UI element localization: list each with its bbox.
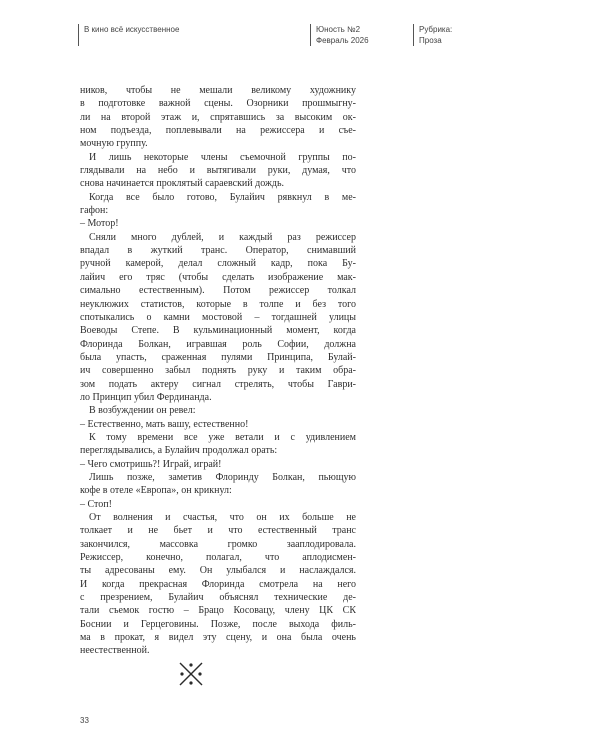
body-line: зом подать актеру сигнал стрелять, чтобы Гаври- [80,378,356,390]
rubric-label: Рубрика: [419,25,453,34]
ornament-svg [176,659,206,689]
body-line: с презрением, Булайич объяснял технические де- [80,592,356,604]
ornament-cross-dots-icon [176,659,206,689]
journal-date: Февраль 2026 [316,36,369,45]
body-line: ном подъезда, поплевывали на режиссера и съе- [80,125,356,137]
body-line: симально естественным). Потом режиссер толкал [80,285,356,297]
body-line: толкает и не бьет и что естественный транс [80,525,356,537]
body-line: снова начинается проклятый сараевский дождь. [80,178,285,190]
section-title: В кино всё искусственное [84,25,180,34]
body-line: – Естественно, мать вашу, естественно! [80,418,249,430]
body-line: – Стоп! [80,498,112,510]
body-line: Сняли много дублей, и каждый раз режиссер [89,231,356,243]
body-line: ло Принцип убил Фердинанда. [80,391,212,403]
header-rubric [413,24,452,46]
body-line: переглядывались, а Булайич продолжал орать: [80,445,278,457]
body-line: Когда все было готово, Булайич рявкнул в ме- [89,191,356,203]
body-line: Боснии и Герцеговины. Позже, после выхода филь- [80,618,356,630]
body-line: неестественной. [80,645,150,657]
body-line: неуклюжих статистов, которые в толпе и без того [80,298,356,310]
body-line: лайич его тряс (чтобы сделать изображение мак- [80,271,356,283]
body-line: И когда прекрасная Флоринда смотрела на него [80,578,356,590]
body-line: впадал в жуткий транс. Оператор, снимавший [80,245,356,257]
body-line: мочную группу. [80,138,148,150]
body-line: ников, чтобы не мешали великому художнику [80,85,356,96]
body-line: закончился, массовка громко зааплодировала. [80,538,356,550]
body-line: И лишь некоторые члены съемочной группы по- [89,151,356,163]
body-line: глядывали на небо и вытягивали руки, думая, что [80,165,356,177]
body-line: в подготовке важной сцены. Озорники прошмыгну- [80,98,356,110]
body-line: тали съемок гостю – Брацо Косовацу, члену ЦК СК [80,605,356,617]
body-line: К тому времени все уже ветали и с удивлением [89,431,356,443]
body-line: ли на второй этаж и, спрятавшись за высоким ок- [80,111,356,123]
body-line: ма в прокат, я видел эту сцену, и она была очень [80,632,356,644]
body-line: Лишь позже, заметив Флоринду Болкан, пьющую [89,471,356,483]
journal-issue: Юность №2 [316,25,361,34]
body-line: ич совершенно забыл поднять руку и таким обра- [80,365,356,377]
rubric-value: Проза [419,36,442,45]
header-journal [310,24,369,46]
page-number: 33 [80,716,89,725]
body-line: В возбуждении он ревел: [89,405,196,417]
body-line: От волнения и счастья, что он их больше не [89,512,356,523]
body-line: Воеводы Степе. В кульминационный момент, когда [80,325,356,337]
header-section-title [78,24,179,46]
body-line: гафон: [80,205,109,217]
body-line: ручной камерой, делал сложный кадр, пока Бу- [80,258,356,270]
body-line: была упасть, сраженная пулями Принципа, Булай- [80,351,356,363]
body-line: кофе в отеле «Европа», он крикнул: [80,485,232,497]
article-body [80,84,356,658]
body-line: спотыкались о камни мостовой – тогдашней улицы [80,311,356,323]
body-line: – Чего смотришь?! Играй, играй! [80,458,222,470]
body-line: – Мотор! [80,218,119,230]
body-line: Флоринда Болкан, игравшая роль Софии, должна [80,338,356,350]
body-line: Режиссер, конечно, полагал, что аплодисмен- [80,552,356,564]
body-line: ты адресованы ему. Он улыбался и наслаждался. [80,565,356,577]
